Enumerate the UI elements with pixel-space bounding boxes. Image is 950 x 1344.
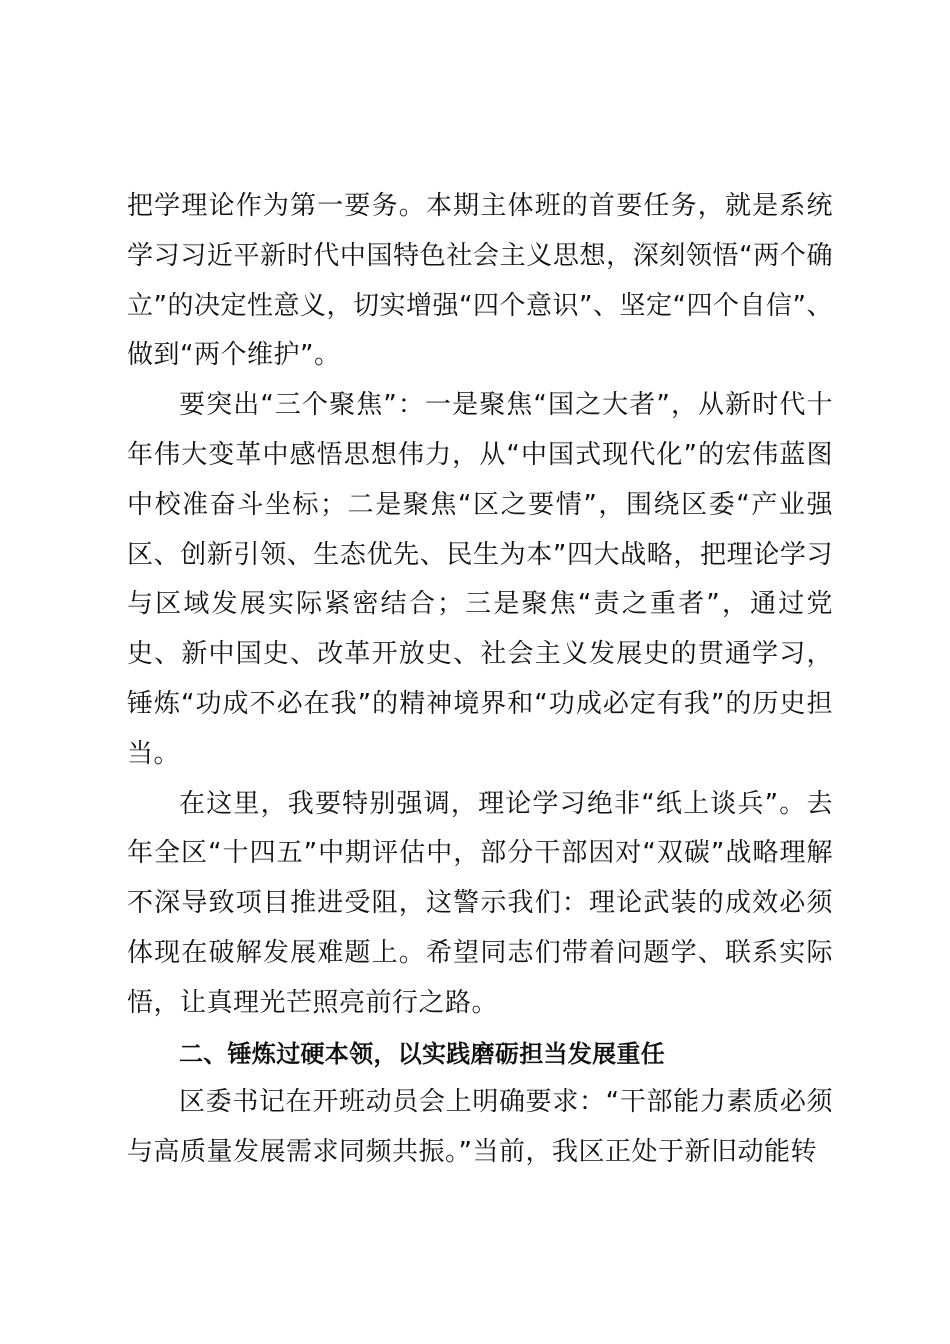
paragraph-1: 把学理论作为第一要务。本期主体班的首要任务，就是系统学习习近平新时代中国特色社会主义思想，深刻领悟“两个确立”的决定性意义，切实增强“四个意识”、坚定“四个自信”、做到“两个维护”。 [127,191,833,371]
section-heading: 二、锤炼过硬本领，以实践磨砺担当发展重任 [179,1038,665,1068]
paragraph-4: 区委书记在开班动员会上明确要求：“干部能力素质必须与高质量发展需求同频共振。”当前，我区正处于新旧动能转 [127,1087,833,1168]
paragraph-2: 要突出“三个聚焦”：一是聚焦“国之大者”，从新时代十年伟大变革中感悟思想伟力，从“中国式现代化”的宏伟蓝图中校准奋斗坐标；二是聚焦“区之要情”，围绕区委“产业强区、创新引领、生态优先、民生为本”四大战略，把理论学习与区域发展实际紧密结合；三是聚焦“责之重者”，通过党史、新中国史、改革开放史、社会主义发展史的贯通学习，锤炼“功成不必在我”的精神境界和“功成必定有我”的历史担当。 [127,390,833,769]
paragraph-3: 在这里，我要特别强调，理论学习绝非“纸上谈兵”。去年全区“十四五”中期评估中，部分干部因对“双碳”战略理解不深导致项目推进受阻，这警示我们：理论武装的成效必须体现在破解发展难题上。希望同志们带着问题学、联系实际悟，让真理光芒照亮前行之路。 [127,788,833,1018]
document-page [127,182,833,1178]
